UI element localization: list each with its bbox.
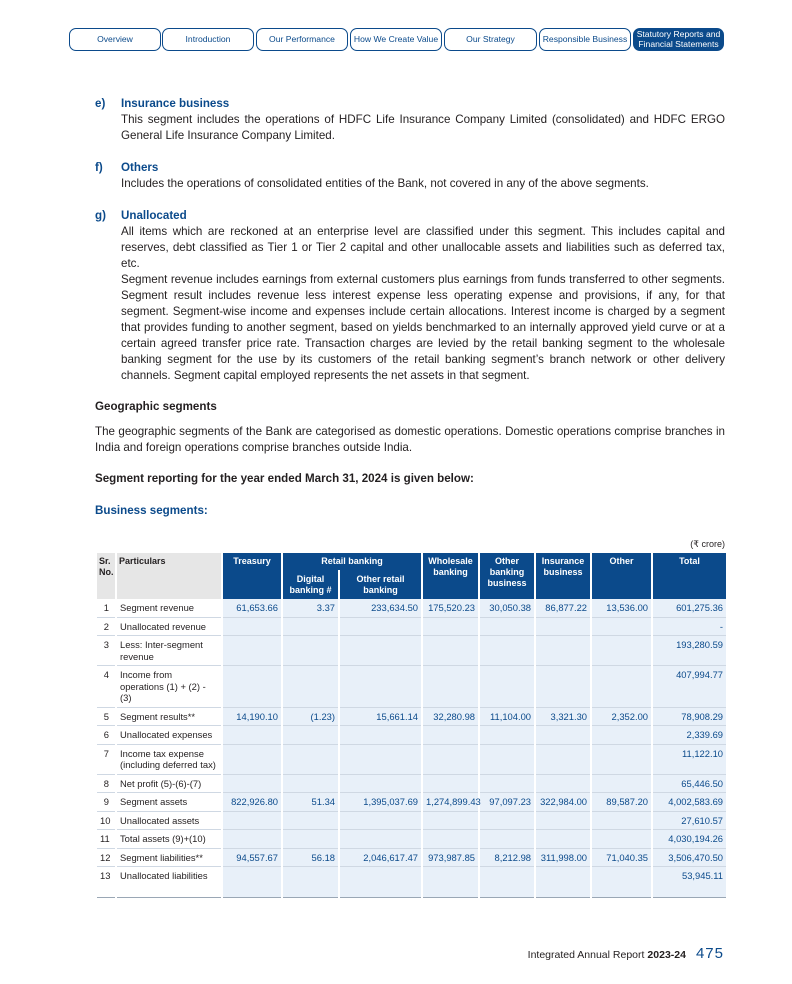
header-other-retail: Other retail banking	[339, 570, 422, 599]
row-value: 15,661.14	[339, 707, 422, 726]
tab-responsible-business[interactable]: Responsible Business	[539, 28, 631, 51]
segment-letter: e)	[95, 97, 106, 110]
row-value: 1,274,899.43	[422, 793, 479, 812]
row-label: Unallocated expenses	[116, 726, 222, 745]
row-value	[479, 867, 535, 898]
row-value	[422, 811, 479, 830]
segment-revenue-paragraph: Segment revenue includes earnings from external customers plus earnings from funds transferred to other segments. Segment result includes revenue less interest expense less operating expense and provisions, if any, for that segment. Segment-wise income and expenses include certain allocations. Interest income is charged by a segment that provides funding to another segment, based on yields benchmarked to an internally approved yield curve or at a certain agreed transfer price rate. Transaction charges are levied by the retail banking segment to the wholesale banking segment for the use by its customers of the retail banking segment’s branch network or other delivery channels. Segment capital employed represents the net assets in that segment.	[121, 273, 725, 382]
row-label: Segment results**	[116, 707, 222, 726]
header-insurance: Insurance business	[535, 553, 591, 599]
row-value: 32,280.98	[422, 707, 479, 726]
row-value	[535, 830, 591, 849]
segment-text: This segment includes the operations of HDFC Life Insurance Company Limited (consolidated) and HDFC ERGO General Life Insurance Company Limited.	[121, 113, 725, 142]
row-value	[535, 774, 591, 793]
row-value: 3.37	[282, 599, 339, 617]
segment-title: Unallocated	[121, 209, 187, 222]
row-number: 10	[96, 811, 116, 830]
table-row	[96, 707, 726, 726]
table-row	[96, 830, 726, 849]
row-value: 193,280.59	[652, 636, 726, 666]
row-label: Segment liabilities**	[116, 848, 222, 867]
table-row	[96, 599, 726, 617]
row-value	[422, 726, 479, 745]
row-value	[282, 811, 339, 830]
row-value	[535, 744, 591, 774]
row-value: 56.18	[282, 848, 339, 867]
row-value	[339, 617, 422, 636]
row-label: Income tax expense (including deferred tax)	[116, 744, 222, 774]
row-value: 53,945.11	[652, 867, 726, 898]
row-value: 65,446.50	[652, 774, 726, 793]
table-row	[96, 726, 726, 745]
header-retail-banking: Retail banking	[282, 553, 422, 570]
row-value	[591, 830, 652, 849]
table-header-row	[96, 553, 726, 570]
row-value	[591, 666, 652, 708]
report-year: 2023-24	[647, 949, 686, 961]
row-value	[339, 744, 422, 774]
row-value	[282, 666, 339, 708]
row-value: 11,104.00	[479, 707, 535, 726]
row-value	[479, 811, 535, 830]
segment-text: Includes the operations of consolidated entities of the Bank, not covered in any of the above segments.	[121, 177, 649, 190]
row-value	[339, 726, 422, 745]
tab-overview[interactable]: Overview	[69, 28, 161, 51]
row-value: 407,994.77	[652, 666, 726, 708]
segment-others	[95, 160, 725, 194]
table-row	[96, 867, 726, 898]
table-row	[96, 793, 726, 812]
row-number: 7	[96, 744, 116, 774]
row-value: 13,536.00	[591, 599, 652, 617]
row-value	[282, 867, 339, 898]
unit-label: (₹ crore)	[690, 539, 725, 549]
row-label: Net profit (5)-(6)-(7)	[116, 774, 222, 793]
row-value: 94,557.67	[222, 848, 282, 867]
row-value	[535, 666, 591, 708]
tab-introduction[interactable]: Introduction	[162, 28, 254, 51]
row-value	[535, 636, 591, 666]
table-row	[96, 811, 726, 830]
header-digital-banking: Digital banking #	[282, 570, 339, 599]
row-value	[339, 666, 422, 708]
row-value	[479, 774, 535, 793]
tab-our-performance[interactable]: Our Performance	[256, 28, 348, 51]
row-label: Unallocated revenue	[116, 617, 222, 636]
row-value: 71,040.35	[591, 848, 652, 867]
row-value	[282, 830, 339, 849]
row-value	[422, 744, 479, 774]
row-value: 2,339.69	[652, 726, 726, 745]
row-value	[479, 636, 535, 666]
row-value	[479, 726, 535, 745]
business-segments-heading: Business segments:	[95, 504, 208, 517]
row-value: 233,634.50	[339, 599, 422, 617]
segment-unallocated	[95, 208, 725, 270]
row-value: 3,506,470.50	[652, 848, 726, 867]
row-value: 30,050.38	[479, 599, 535, 617]
row-value	[422, 617, 479, 636]
header-wholesale: Wholesale banking	[422, 553, 479, 599]
row-label: Total assets (9)+(10)	[116, 830, 222, 849]
header-sr-no: Sr. No.	[96, 553, 116, 599]
row-number: 9	[96, 793, 116, 812]
row-value	[222, 666, 282, 708]
row-value: 601,275.36	[652, 599, 726, 617]
row-value: 1,395,037.69	[339, 793, 422, 812]
segment-insurance	[95, 96, 725, 146]
segment-title: Insurance business	[121, 97, 230, 110]
segment-letter: f)	[95, 161, 103, 174]
row-value: 89,587.20	[591, 793, 652, 812]
row-value	[479, 744, 535, 774]
header-other: Other	[591, 553, 652, 599]
row-value: 2,352.00	[591, 707, 652, 726]
row-label: Income from operations (1) + (2) - (3)	[116, 666, 222, 708]
row-number: 13	[96, 867, 116, 898]
row-value	[339, 867, 422, 898]
row-value	[282, 636, 339, 666]
row-number: 1	[96, 599, 116, 617]
row-label: Less: Inter-segment revenue	[116, 636, 222, 666]
row-value	[535, 867, 591, 898]
row-value: 2,046,617.47	[339, 848, 422, 867]
header-treasury: Treasury	[222, 553, 282, 599]
row-value	[222, 617, 282, 636]
row-value	[591, 636, 652, 666]
row-number: 5	[96, 707, 116, 726]
table-row	[96, 666, 726, 708]
row-value	[591, 617, 652, 636]
page-footer	[528, 945, 724, 962]
segment-letter: g)	[95, 209, 106, 222]
row-value	[591, 726, 652, 745]
row-value	[422, 774, 479, 793]
header-other-banking: Other banking business	[479, 553, 535, 599]
row-value	[479, 666, 535, 708]
tab-our-strategy[interactable]: Our Strategy	[444, 28, 537, 51]
row-number: 2	[96, 617, 116, 636]
row-value: 3,321.30	[535, 707, 591, 726]
row-value	[282, 774, 339, 793]
row-value	[422, 666, 479, 708]
row-value: (1.23)	[282, 707, 339, 726]
row-value: 973,987.85	[422, 848, 479, 867]
row-value	[339, 774, 422, 793]
row-value	[422, 867, 479, 898]
row-value	[591, 744, 652, 774]
row-value	[222, 811, 282, 830]
table-row	[96, 774, 726, 793]
row-value	[339, 830, 422, 849]
tab-statutory-reports[interactable]: Statutory Reports and Financial Statements	[633, 28, 724, 51]
row-value	[339, 811, 422, 830]
segment-title: Others	[121, 161, 159, 174]
row-label: Unallocated assets	[116, 811, 222, 830]
row-number: 8	[96, 774, 116, 793]
row-value	[222, 774, 282, 793]
report-name: Integrated Annual Report	[527, 949, 645, 961]
header-particulars: Particulars	[116, 553, 222, 599]
row-number: 3	[96, 636, 116, 666]
row-label: Unallocated liabilities	[116, 867, 222, 898]
row-label: Segment revenue	[116, 599, 222, 617]
row-number: 4	[96, 666, 116, 708]
row-value: 4,002,583.69	[652, 793, 726, 812]
row-value: -	[652, 617, 726, 636]
table-row	[96, 744, 726, 774]
row-value	[422, 830, 479, 849]
row-number: 12	[96, 848, 116, 867]
header-total: Total	[652, 553, 726, 599]
row-value	[339, 636, 422, 666]
segment-table	[95, 553, 726, 898]
row-value: 311,998.00	[535, 848, 591, 867]
row-value	[535, 726, 591, 745]
geographic-heading: Geographic segments	[95, 400, 217, 413]
tab-how-we-create-value[interactable]: How We Create Value	[350, 28, 442, 51]
row-value: 51.34	[282, 793, 339, 812]
row-number: 6	[96, 726, 116, 745]
row-value: 61,653.66	[222, 599, 282, 617]
segment-text: All items which are reckoned at an enterprise level are classified under this segment. This includes capital and reserves, debt classified as Tier 1 or Tier 2 capital and other unallocable assets and liabilities such as deferred tax, etc.	[121, 225, 725, 270]
row-value	[479, 617, 535, 636]
row-value: 86,877.22	[535, 599, 591, 617]
table-row	[96, 636, 726, 666]
row-value	[282, 726, 339, 745]
row-value	[591, 811, 652, 830]
row-value: 27,610.57	[652, 811, 726, 830]
row-value	[422, 636, 479, 666]
row-number: 11	[96, 830, 116, 849]
row-value	[591, 774, 652, 793]
row-value: 4,030,194.26	[652, 830, 726, 849]
row-value: 11,122.10	[652, 744, 726, 774]
row-value	[222, 726, 282, 745]
row-value	[535, 617, 591, 636]
row-value	[222, 744, 282, 774]
row-value	[479, 830, 535, 849]
row-value	[535, 811, 591, 830]
row-value	[222, 636, 282, 666]
row-value: 8,212.98	[479, 848, 535, 867]
row-value: 822,926.80	[222, 793, 282, 812]
table-row	[96, 848, 726, 867]
row-value: 322,984.00	[535, 793, 591, 812]
reporting-heading: Segment reporting for the year ended March 31, 2024 is given below:	[95, 472, 474, 485]
row-value	[282, 744, 339, 774]
row-value	[222, 830, 282, 849]
row-value: 78,908.29	[652, 707, 726, 726]
table-row	[96, 617, 726, 636]
row-value: 14,190.10	[222, 707, 282, 726]
row-value	[282, 617, 339, 636]
row-value	[222, 867, 282, 898]
row-value	[591, 867, 652, 898]
page-number: 475	[695, 945, 724, 962]
row-label: Segment assets	[116, 793, 222, 812]
row-value: 97,097.23	[479, 793, 535, 812]
geographic-text: The geographic segments of the Bank are categorised as domestic operations. Domestic operations comprise branches in India and foreign operations comprise branches outside India.	[95, 425, 725, 454]
row-value: 175,520.23	[422, 599, 479, 617]
